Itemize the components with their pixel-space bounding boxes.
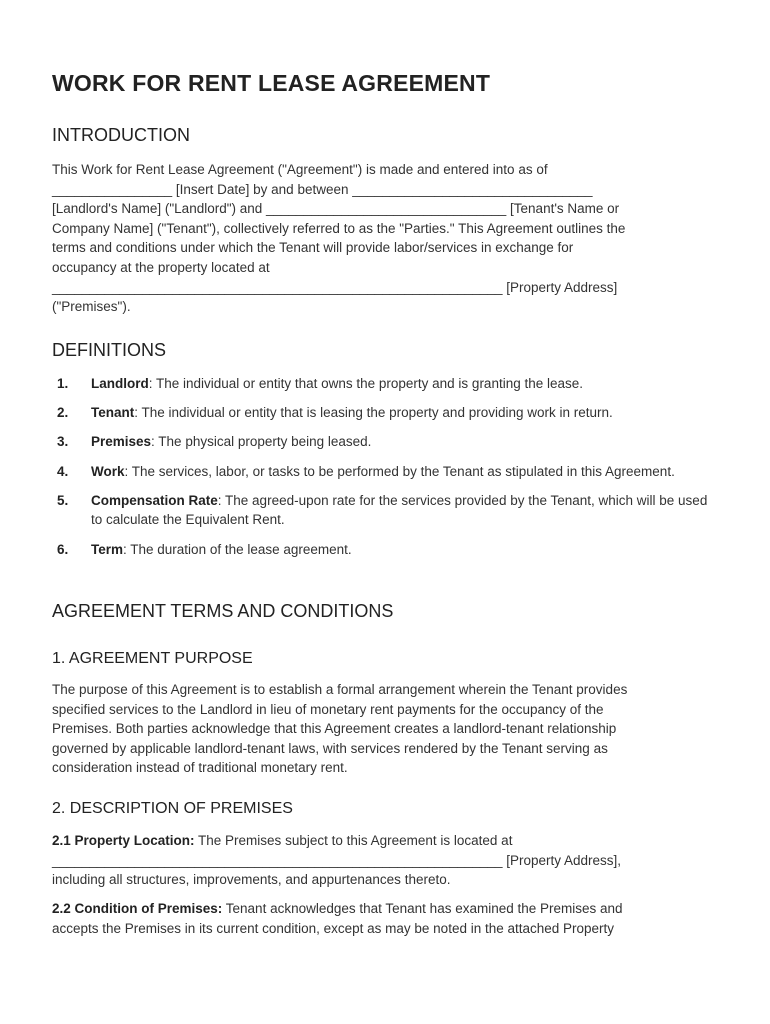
definition-text: : The services, labor, or tasks to be performed by the Tenant as stipulated in this Agreement. [124,463,675,479]
premises-heading: 2. DESCRIPTION OF PREMISES [52,800,293,817]
definition-text: : The individual or entity that owns the property and is granting the lease. [148,376,584,391]
paragraph-text: The Premises subject to this Agreement is located at [194,833,513,848]
definition-term: Premises [91,434,152,450]
definition-term: Term [91,541,124,557]
paragraph-line: [Landlord's Name] ("Landlord") and ________________________________ [Tenant's Name or [52,201,620,217]
definition-text: : The physical property being leased. [151,434,372,450]
definition-term: Work [91,463,125,479]
definition-number: 4. [57,463,69,479]
condition-of-premises-label: 2.2 Condition of Premises: [52,901,223,916]
definition-number: 2. [57,405,69,421]
definition-item [52,540,716,560]
definition-text: : The duration of the lease agreement. [123,541,352,557]
paragraph-line: including all structures, improvements, and appurtenances thereto. [52,872,451,888]
definition-number: 5. [57,492,69,508]
introduction-heading: INTRODUCTION [52,125,190,145]
definitions-heading: DEFINITIONS [52,340,167,360]
document-title: WORK FOR RENT LEASE AGREEMENT [52,70,491,96]
paragraph-line: Premises. Both parties acknowledge that this Agreement creates a landlord-tenant relationship [52,721,617,737]
paragraph-line: This Work for Rent Lease Agreement ("Agreement") is made and entered into as of [52,162,548,177]
definition-text: : The individual or entity that is leasing the property and providing work in return. [134,405,613,421]
definition-number: 3. [57,434,69,450]
definition-term: Landlord [91,376,149,391]
paragraph-line: specified services to the Landlord in lieu of monetary rent payments for the occupancy of the [52,701,604,717]
condition-of-premises-paragraph [52,899,716,938]
paragraph-line [52,899,716,919]
terms-heading: AGREEMENT TERMS AND CONDITIONS [52,601,394,621]
introduction-paragraph [52,160,716,317]
paragraph-line: terms and conditions under which the Tenant will provide labor/services in exchange for [52,240,574,256]
definition-item [52,432,716,452]
paragraph-line: accepts the Premises in its current condition, except as may be noted in the attached Property [52,920,615,936]
definition-item [52,462,716,482]
purpose-heading: 1. AGREEMENT PURPOSE [52,650,253,667]
definition-term: Tenant [91,405,135,421]
paragraph-line: ("Premises"). [52,299,131,315]
definition-term: Compensation Rate [91,492,218,508]
definition-item [52,374,716,394]
paragraph-line: Company Name] ("Tenant"), collectively referred to as the "Parties." This Agreement outlines the [52,220,626,236]
paragraph-line [52,831,716,851]
paragraph-line: ____________________________________________________________ [Property Address], [52,852,622,868]
property-location-label: 2.1 Property Location: [52,833,195,848]
definitions-list [52,374,716,559]
paragraph-line: ____________________________________________________________ [Property Address] [52,279,618,295]
paragraph-text: Tenant acknowledges that Tenant has examined the Premises and [222,901,623,916]
definition-number: 6. [57,541,69,557]
definition-item [52,491,716,530]
paragraph-line: The purpose of this Agreement is to establish a formal arrangement wherein the Tenant provides [52,682,628,697]
paragraph-line: ________________ [Insert Date] by and between ________________________________ [52,181,593,197]
definition-number: 1. [57,376,69,391]
definition-text: : The agreed-upon rate for the services provided by the Tenant, which will be used to calculate the Equivalent Rent. [91,492,708,528]
definition-item [52,403,716,423]
paragraph-line: consideration instead of traditional monetary rent. [52,760,348,776]
paragraph-line: governed by applicable landlord-tenant laws, with services rendered by the Tenant serving as [52,740,608,756]
purpose-paragraph [52,680,716,778]
paragraph-line: occupancy at the property located at [52,259,270,275]
property-location-paragraph [52,831,716,890]
